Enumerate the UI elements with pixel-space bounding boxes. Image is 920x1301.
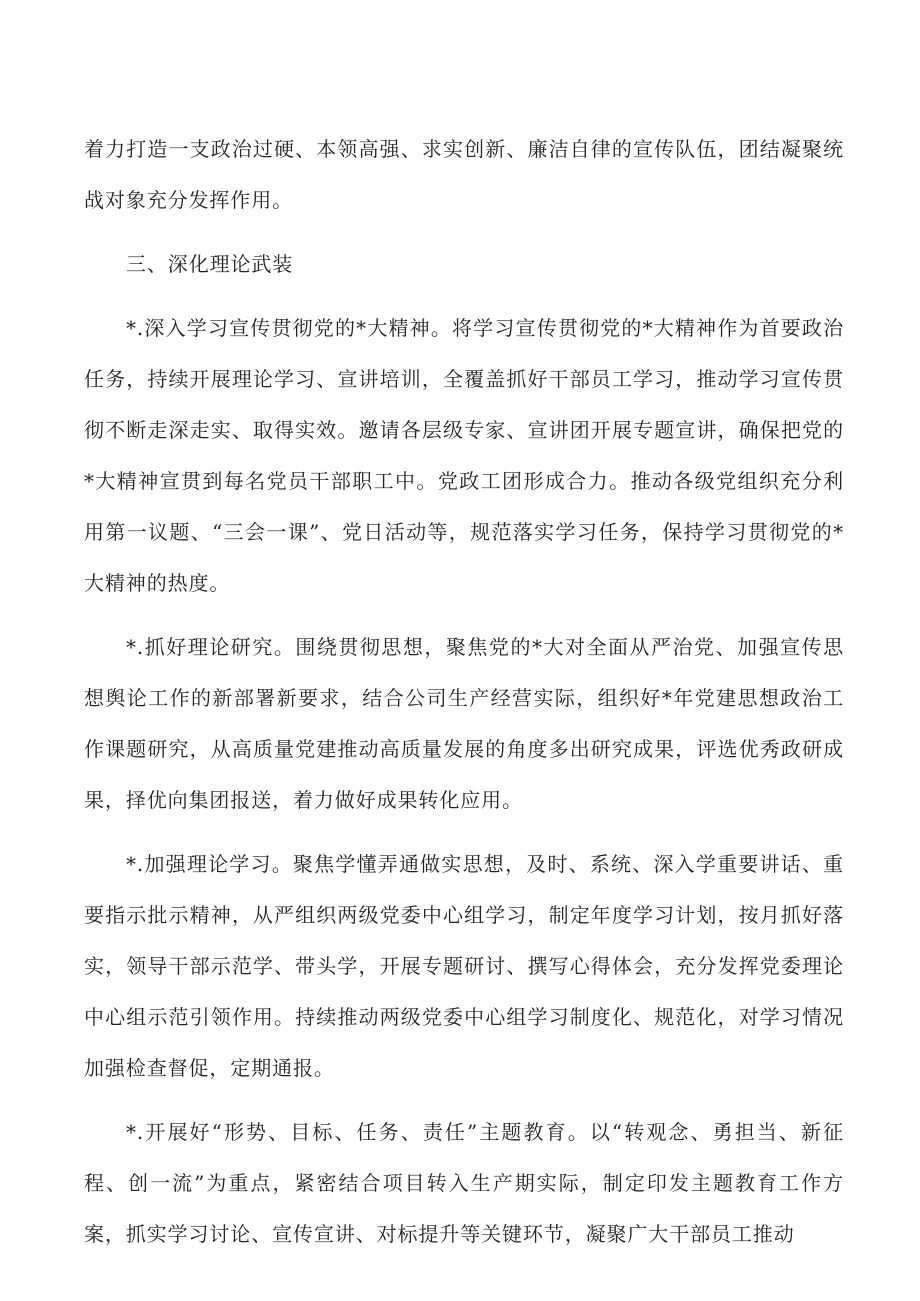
paragraph-theory-research: *.抓好理论研究。围绕贯彻思想，聚焦党的*大对全面从严治党、加强宣传思想舆论工作的新部署新要求，结合公司生产经营实际，组织好*年党建思想政治工作课题研究，从高质量党建推动高质量发展的角度多出研究成果，评选优秀政研成果，择优向集团报送，着力做好成果转化应用。 — [84, 635, 844, 812]
paragraph-theme-education: *.开展好“形势、目标、任务、责任”主题教育。以“转观念、勇担当、新征程、创一流”为重点，紧密结合项目转入生产期实际，制定印发主题教育工作方案，抓实学习讨论、宣传宣讲、对标提升等关键环节，凝聚广大干部员工推动 — [84, 1120, 844, 1246]
document-body — [84, 124, 844, 1260]
paragraph-continuation: 着力打造一支政治过硬、本领高强、求实创新、廉洁自律的宣传队伍，团结凝聚统战对象充分发挥作用。 — [84, 137, 844, 212]
section-heading: 三、深化理论武装 — [126, 252, 294, 276]
paragraph-study-congress-spirit: *.深入学习宣传贯彻党的*大精神。将学习宣传贯彻党的*大精神作为首要政治任务，持续开展理论学习、宣讲培训，全覆盖抓好干部员工学习，推动学习宣传贯彻不断走深走实、取得实效。邀请各层级专家、宣讲团开展专题宣讲，确保把党的*大精神宣贯到每名党员干部职工中。党政工团形成合力。推动各级党组织充分利用第一议题、“三会一课”、党日活动等，规范落实学习任务，保持学习贯彻党的*大精神的热度。 — [84, 316, 844, 595]
paragraph-theory-study: *.加强理论学习。聚焦学懂弄通做实思想，及时、系统、深入学重要讲话、重要指示批示精神，从严组织两级党委中心组学习，制定年度学习计划，按月抓好落实，领导干部示范学、带头学，开展专题研讨、撰写心得体会，充分发挥党委理论中心组示范引领作用。持续推动两级党委中心组学习制度化、规范化，对学习情况加强检查督促，定期通报。 — [84, 852, 844, 1080]
